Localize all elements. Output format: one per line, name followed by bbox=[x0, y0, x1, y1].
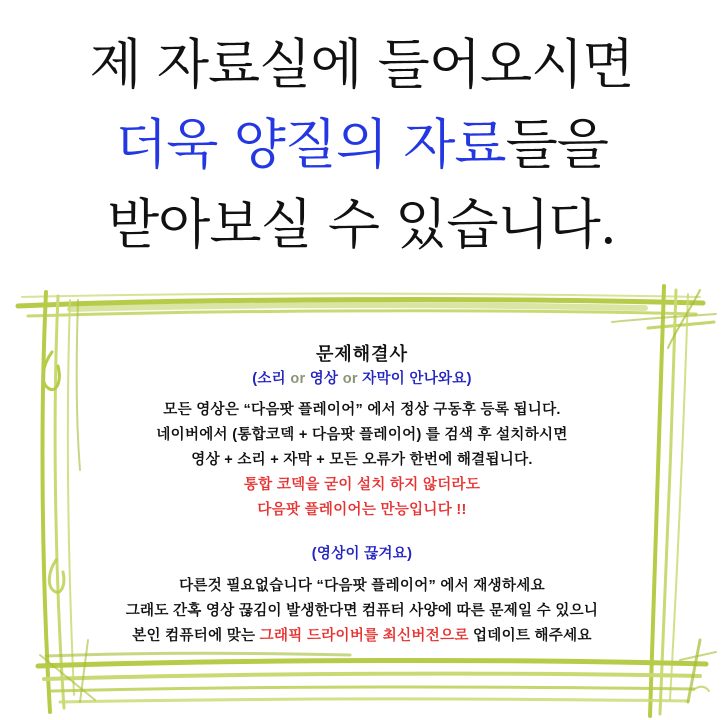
audio-heading-post: 자막이 안나와요) bbox=[357, 371, 472, 387]
video-line-3-pre: 본인 컴퓨터에 맞는 bbox=[132, 628, 260, 644]
audio-heading-pre: (소리 bbox=[252, 371, 291, 387]
headline-line-1: 제 자료실에 들어오시면 bbox=[89, 33, 634, 96]
audio-red-line-1: 통합 코덱을 굳이 설치 하지 않더라도 bbox=[243, 477, 481, 493]
headline-line-3: 받아보실 수 있습니다. bbox=[107, 193, 616, 256]
audio-heading-or-1: or bbox=[290, 371, 306, 387]
video-line-3-post: 업데이트 해주세요 bbox=[468, 628, 592, 644]
headline-line-2-blue: 더욱 양질의 자료 bbox=[115, 113, 506, 176]
headline-line-2-black: 들을 bbox=[505, 113, 608, 176]
video-line-2: 그래도 간혹 영상 끊김이 발생한다면 컴퓨터 사양에 따른 문제일 수 있으니 bbox=[125, 603, 599, 619]
audio-section-heading bbox=[62, 367, 662, 392]
audio-line-3: 영상 + 소리 + 자막 + 모든 오류가 한번에 해결됩니다. bbox=[191, 452, 533, 468]
headline bbox=[0, 0, 723, 290]
video-line-1: 다른것 필요없습니다 “다음팟 플레이어” 에서 재생하세요 bbox=[179, 578, 545, 594]
video-section-heading: (영상이 끊겨요) bbox=[311, 546, 413, 562]
audio-line-2: 네이버에서 (통합코덱 + 다음팟 플레이어) 를 검색 후 설치하시면 bbox=[156, 427, 568, 443]
notice-title: 문제해결사 bbox=[316, 344, 408, 364]
headline-line-2 bbox=[115, 108, 608, 182]
audio-heading-mid: 영상 bbox=[305, 371, 343, 387]
video-line-3 bbox=[62, 624, 662, 649]
video-line-3-red: 그래픽 드라이버를 최신버전으로 bbox=[259, 628, 469, 644]
audio-line-1: 모든 영상은 “다음팟 플레이어” 에서 정상 구동후 등록 됩니다. bbox=[163, 402, 561, 418]
audio-red-line-2: 다음팟 플레이어는 만능입니다 !! bbox=[257, 502, 467, 518]
notice-box bbox=[62, 342, 662, 649]
audio-heading-or-2: or bbox=[342, 371, 358, 387]
